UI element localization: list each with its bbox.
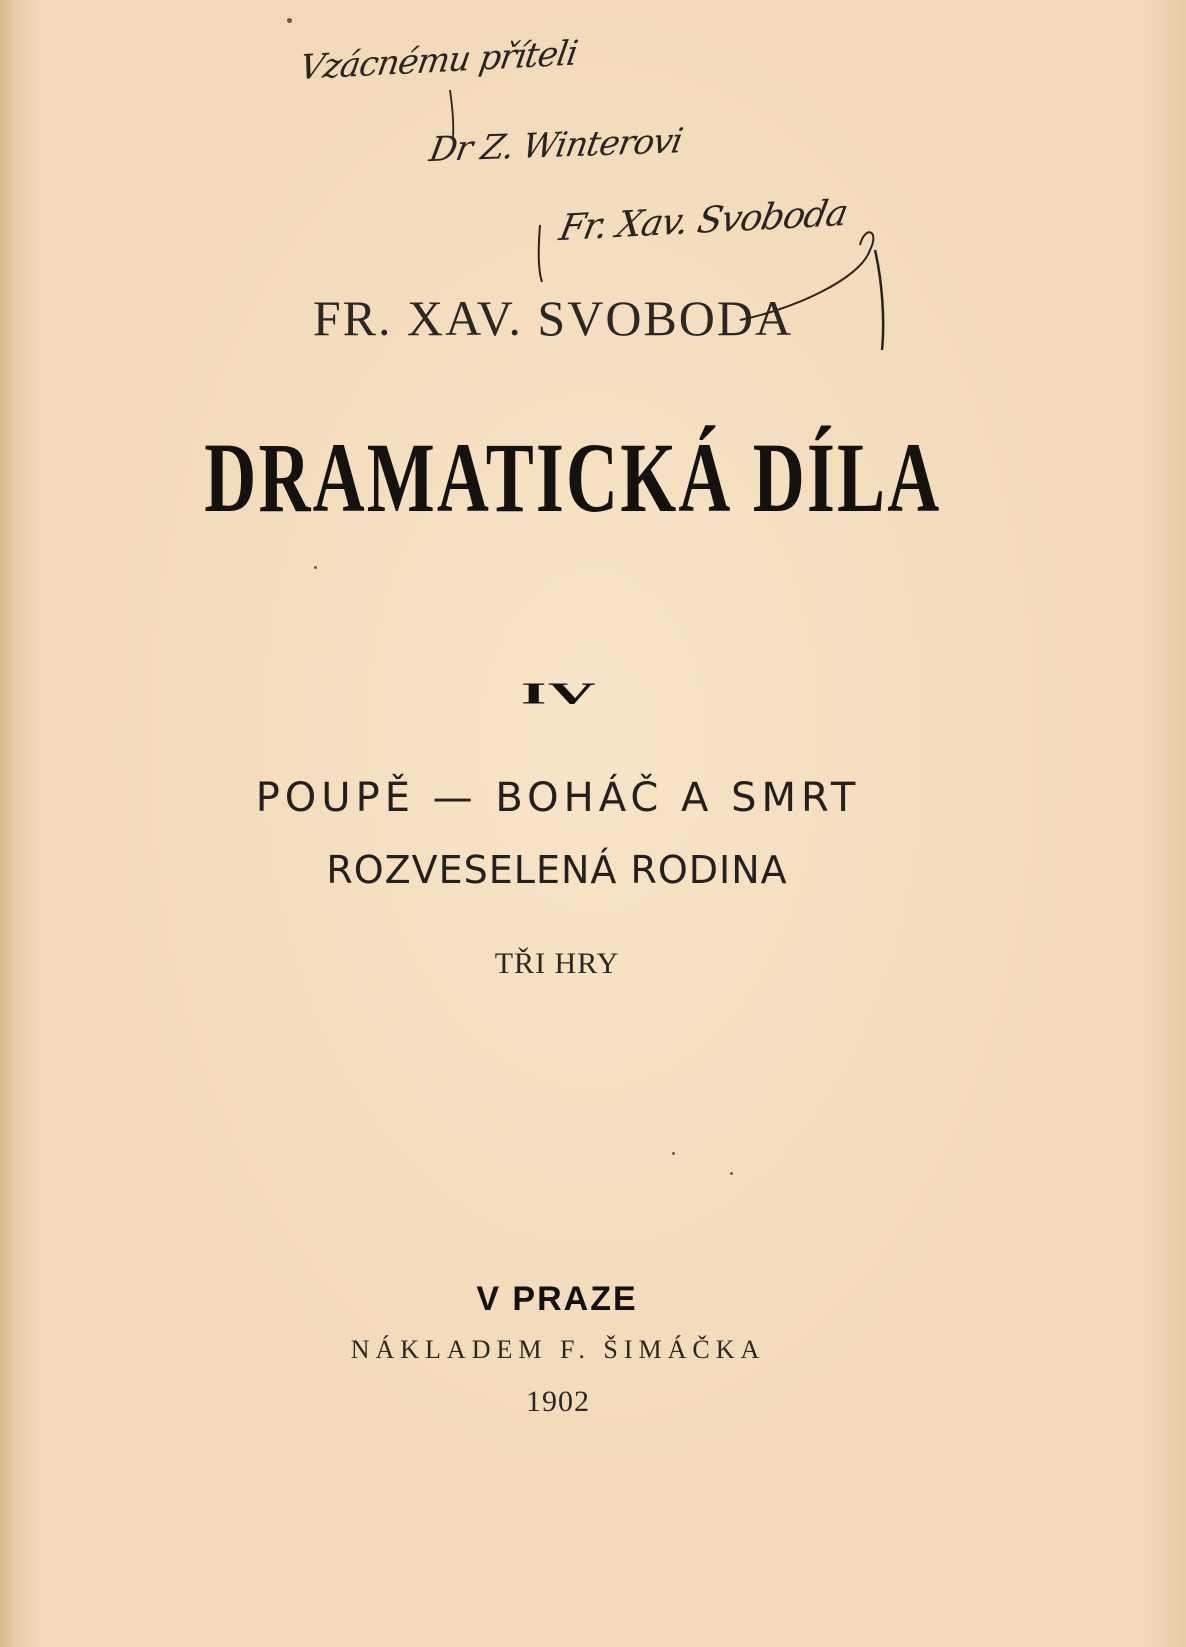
imprint-publisher: NÁKLADEM F. ŠIMÁČKA	[350, 1335, 766, 1364]
imprint-year: 1902	[526, 1385, 590, 1418]
paper-speck	[287, 18, 292, 23]
subtitle: TŘI HRY	[494, 947, 620, 980]
contents-line-1: POUPĚ — BOHÁČ A SMRT	[255, 775, 861, 821]
volume-number: IV	[520, 676, 598, 711]
imprint-city: V PRAZE	[476, 1280, 638, 1318]
paper-speck	[314, 566, 317, 569]
book-title: DRAMATICKÁ DÍLA	[204, 422, 942, 533]
dedication-line-1: Vzácnému příteli	[296, 33, 580, 89]
dedication-line-2: Dr Z. Winterovi	[426, 121, 686, 171]
paper-speck	[672, 1152, 675, 1155]
contents-line-2: ROZVESELENÁ RODINA	[326, 848, 788, 892]
author-name: FR. XAV. SVOBODA	[312, 290, 794, 346]
paper-speck	[730, 1172, 733, 1175]
author-signature: Fr. Xav. Svoboda	[555, 192, 851, 250]
